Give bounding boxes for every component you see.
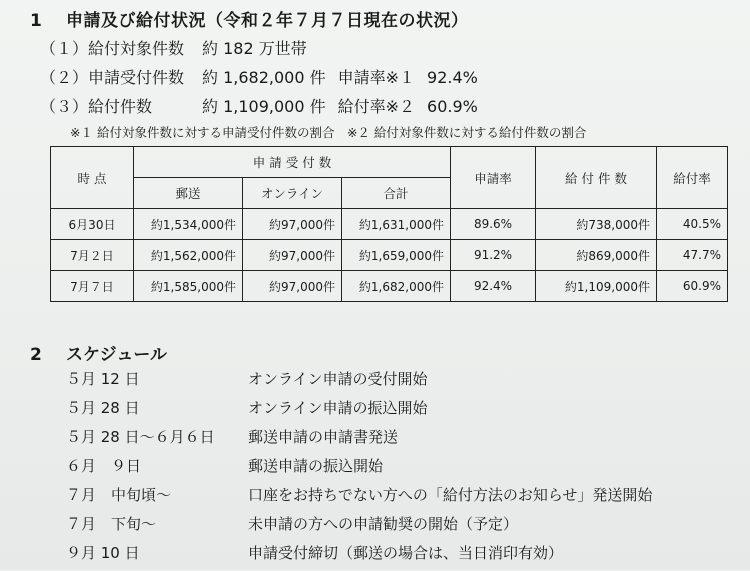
cell-mail: 約1,585,000件	[134, 271, 243, 302]
section-2-number: 2	[30, 345, 42, 365]
status-index: （３）	[40, 97, 89, 116]
cell-pay-rate: 47.7%	[657, 240, 728, 271]
status-value: 約 182 万世帯	[202, 39, 307, 58]
cell-apply-rate: 89.6%	[451, 209, 536, 240]
cell-apply-rate: 91.2%	[451, 240, 536, 271]
schedule-event: 郵送申請の振込開始	[248, 457, 384, 475]
schedule-date: ５月 12 日	[66, 370, 140, 388]
table-row	[51, 240, 728, 271]
status-value: 約 1,109,000 件	[202, 97, 326, 116]
table-row	[51, 271, 728, 302]
cell-online: 約97,000件	[243, 271, 342, 302]
status-label: 申請受付件数	[88, 68, 185, 87]
section-2-title: スケジュール	[66, 345, 167, 365]
schedule-date: ６月 ９日	[66, 457, 142, 475]
schedule-date: ７月 中旬頃～	[66, 486, 172, 504]
rate-value: 92.4%	[427, 68, 478, 87]
table-row	[51, 209, 728, 240]
rate-label: 給付率※２	[337, 97, 416, 116]
rate-value: 60.9%	[427, 97, 478, 116]
header-pay-rate: 給付率	[657, 147, 728, 209]
schedule-event: 郵送申請の申請書発送	[248, 428, 399, 446]
cell-online: 約97,000件	[243, 240, 342, 271]
section-1-heading	[30, 6, 469, 31]
cell-mail: 約1,562,000件	[134, 240, 243, 271]
cell-apply-rate: 92.4%	[451, 271, 536, 302]
schedule-event: 口座をお持ちでない方への「給付方法のお知らせ」発送開始	[248, 486, 653, 504]
header-payments: 給 付 件 数	[536, 147, 657, 209]
section-1-number: 1	[30, 11, 43, 31]
cell-pay-rate: 60.9%	[657, 271, 728, 302]
footnote: ※１ 給付対象件数に対する申請受付件数の割合 ※２ 給付対象件数に対する給付件数の割合	[70, 125, 587, 140]
header-apply-rate: 申請率	[451, 147, 536, 209]
schedule-date: ９月 10 日	[66, 544, 140, 562]
status-line-target	[40, 36, 307, 59]
header-total: 合計	[342, 178, 451, 209]
cell-date: 7月２日	[51, 240, 134, 271]
header-mail: 郵送	[134, 178, 243, 209]
header-online: オンライン	[243, 178, 342, 209]
status-table	[50, 146, 728, 302]
cell-payments: 約738,000件	[536, 209, 657, 240]
cell-payments: 約1,109,000件	[536, 271, 657, 302]
cell-total: 約1,682,000件	[342, 271, 451, 302]
cell-date: 6月30日	[51, 209, 134, 240]
cell-date: 7月７日	[51, 271, 134, 302]
rate-label: 申請率※１	[337, 68, 416, 87]
cell-total: 約1,631,000件	[342, 209, 451, 240]
section-2-heading	[30, 340, 167, 365]
status-value: 約 1,682,000 件	[202, 68, 326, 87]
schedule-date: ５月 28 日	[66, 399, 140, 417]
status-index: （２）	[40, 68, 89, 87]
cell-mail: 約1,534,000件	[134, 209, 243, 240]
header-applications: 申 請 受 付 数	[134, 147, 451, 178]
status-line-applications	[40, 65, 478, 88]
status-index: （１）	[40, 39, 89, 58]
status-label: 給付対象件数	[88, 39, 185, 58]
schedule-event: オンライン申請の受付開始	[248, 370, 428, 388]
schedule-event: 未申請の方への申請勧奨の開始（予定）	[248, 515, 519, 533]
cell-online: 約97,000件	[243, 209, 342, 240]
cell-payments: 約869,000件	[536, 240, 657, 271]
schedule-event: オンライン申請の振込開始	[248, 399, 428, 417]
cell-total: 約1,659,000件	[342, 240, 451, 271]
status-label: 給付件数	[88, 97, 153, 116]
schedule-date: ７月 下旬～	[66, 515, 157, 533]
cell-pay-rate: 40.5%	[657, 209, 728, 240]
status-line-payments	[40, 94, 478, 117]
schedule-event: 申請受付締切（郵送の場合は、当日消印有効）	[248, 544, 564, 562]
header-time: 時 点	[51, 147, 134, 209]
schedule-date: ５月 28 日～６月６日	[66, 428, 215, 446]
section-1-title: 申請及び給付状況（令和２年７月７日現在の状況）	[66, 11, 469, 31]
